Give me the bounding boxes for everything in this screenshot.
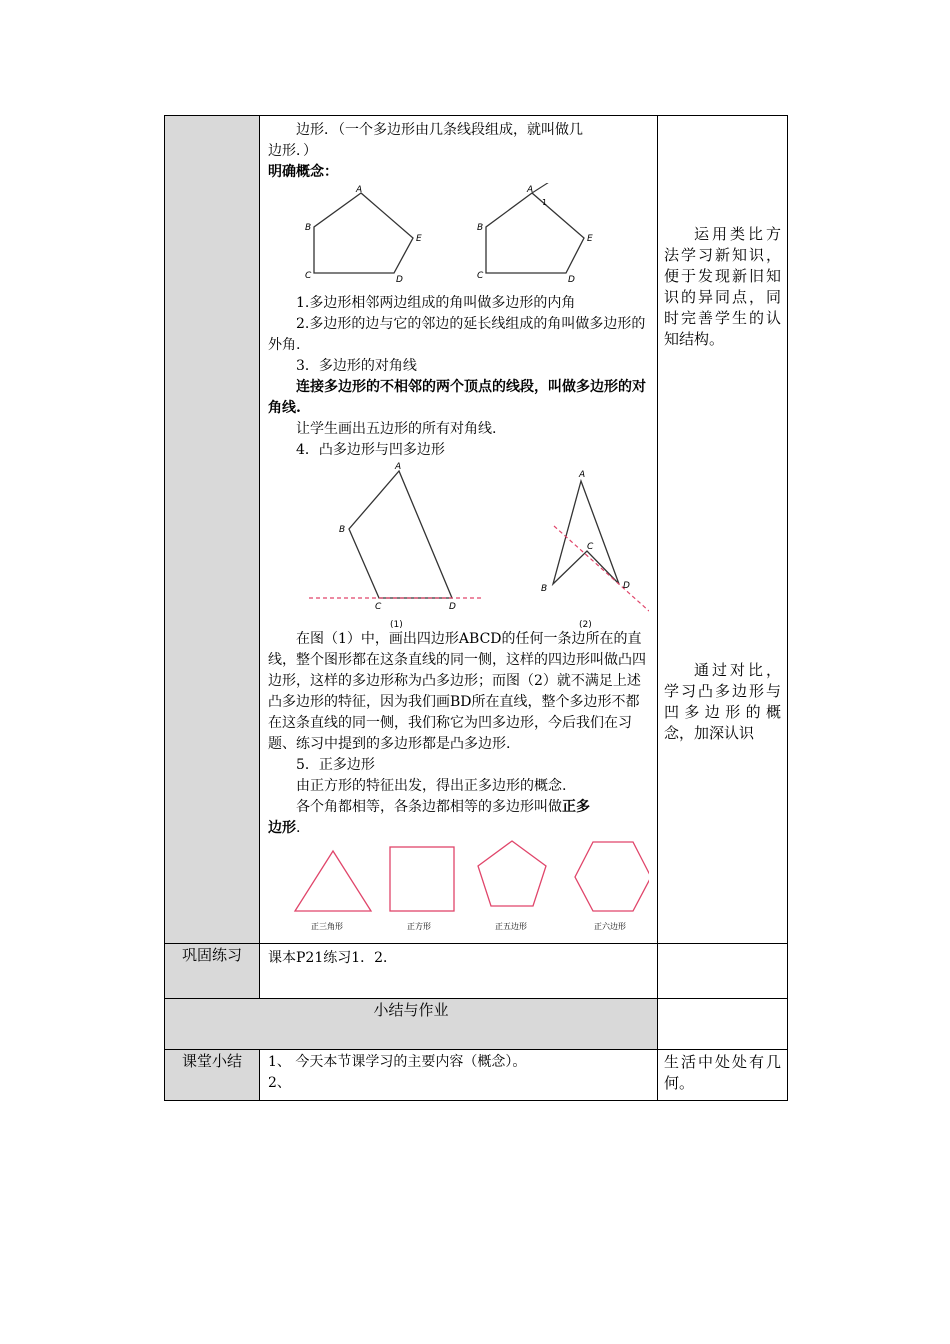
main-content-row <box>165 116 788 944</box>
summary-item-2: 2、 <box>268 1075 291 1091</box>
label-a-2: A <box>526 185 533 195</box>
convex-label-b: B <box>338 525 345 535</box>
concave-label-d: D <box>622 581 630 591</box>
note-analogy: 运用类比方法学习新知识，便于发现新旧知识的异同点，同时完善学生的认知结构。 <box>664 225 781 348</box>
intro-line-2: 边形．） <box>268 143 317 159</box>
point-5-definition <box>268 797 649 818</box>
regular-hexagon <box>575 842 649 931</box>
label-e-2: E <box>586 234 593 244</box>
main-notes-cell <box>658 116 788 944</box>
practice-row <box>165 944 788 999</box>
summary-item-1: 1、 今天本节课学习的主要内容（概念）。 <box>268 1054 527 1070</box>
note-life: 生活中处处有几何。 <box>664 1053 781 1092</box>
regular-triangle <box>295 851 371 931</box>
concave-quadrilateral <box>541 470 649 629</box>
point-5-def-end: . <box>296 820 301 836</box>
label-b-2: B <box>476 223 483 233</box>
summary-header-notes-cell <box>658 999 788 1050</box>
point-5-derive: 由正方形的特征出发，得出正多边形的概念. <box>296 778 567 794</box>
point-5-title: 5．正多边形 <box>296 757 375 773</box>
lesson-plan-table <box>164 115 788 1101</box>
point-5-def-cont <box>268 818 649 839</box>
label-d: D <box>395 275 403 285</box>
practice-content-cell <box>260 944 658 999</box>
convex-concave-paragraph: 在图（1）中，画出四边形ABCD的任何一条边所在的直线，整个图形都在这条直线的同一侧，这样的四边形叫做凸四边形，这样的多边形称为凸多边形；而图（2）就不满足上述凸多边形的特征，因为我们画BD所在直线，整个多边形不都在这条直线的同一侧，我们称它为凹多边形，今后我们在习题、练习中提到的多边形都是凸多边形. <box>268 631 646 752</box>
hexagon-caption: 正六边形 <box>593 922 626 931</box>
pentagon-right <box>477 183 593 285</box>
class-summary-content-cell <box>260 1050 658 1101</box>
class-summary-notes-cell <box>658 1050 788 1101</box>
pentagon-left <box>305 185 422 285</box>
square-caption: 正方形 <box>406 922 431 931</box>
convex-label-c: C <box>374 602 381 612</box>
point-5-def-bold: 正多 <box>562 799 590 815</box>
point-5-def-bold-2: 边形 <box>268 820 296 836</box>
exterior-angle-label: 1 <box>541 198 547 207</box>
label-c: C <box>304 271 311 281</box>
convex-quadrilateral <box>309 462 484 629</box>
summary-header-row <box>165 999 788 1050</box>
point-3-task: 让学生画出五边形的所有对角线. <box>296 421 497 437</box>
summary-header: 小结与作业 <box>165 999 658 1050</box>
caption-fig1: (1) <box>389 620 403 629</box>
triangle-caption: 正三角形 <box>310 922 343 931</box>
label-a: A <box>355 185 362 195</box>
label-e: E <box>415 234 422 244</box>
label-c-2: C <box>476 271 483 281</box>
pentagon-figures <box>274 183 644 293</box>
convex-label-d: D <box>448 602 456 612</box>
note-compare: 通过对比，学习凸多边形与凹多边形的概念，加深认识 <box>664 661 781 742</box>
regular-polygons-figure <box>269 839 649 937</box>
concave-label-a: A <box>578 470 585 480</box>
class-summary-label: 课堂小结 <box>165 1050 260 1101</box>
point-1: 1.多边形相邻两边组成的角叫做多边形的内角 <box>296 295 576 311</box>
label-d-2: D <box>567 275 575 285</box>
practice-label: 巩固练习 <box>165 944 260 999</box>
point-3-title: 3．多边形的对角线 <box>296 358 417 374</box>
caption-fig2: (2) <box>578 620 592 629</box>
concept-heading: 明确概念： <box>268 164 338 180</box>
regular-square <box>390 847 454 931</box>
class-summary-row <box>165 1050 788 1101</box>
pentagon-caption: 正五边形 <box>494 922 527 931</box>
main-content-cell <box>260 116 658 944</box>
intro-line-1: 边形．（一个多边形由几条线段组成，就叫做几 <box>296 122 583 138</box>
practice-content: 课本P21练习1．2． <box>268 950 398 966</box>
regular-pentagon <box>478 841 546 931</box>
point-2: 2.多边形的边与它的邻边的延长线组成的角叫做多边形的外角. <box>268 316 646 353</box>
convex-label-a: A <box>394 462 401 472</box>
practice-notes-cell <box>658 944 788 999</box>
concave-label-c: C <box>586 542 593 552</box>
point-3-definition: 连接多边形的不相邻的两个顶点的线段，叫做多边形的对角线. <box>268 379 646 416</box>
convex-concave-figures <box>269 461 649 629</box>
point-4-title: 4．凸多边形与凹多边形 <box>296 442 445 458</box>
concave-label-b: B <box>540 584 547 594</box>
label-b: B <box>304 223 311 233</box>
point-5-def-pre: 各个角都相等，各条边都相等的多边形叫做 <box>296 799 562 815</box>
main-label-cell <box>165 116 260 944</box>
